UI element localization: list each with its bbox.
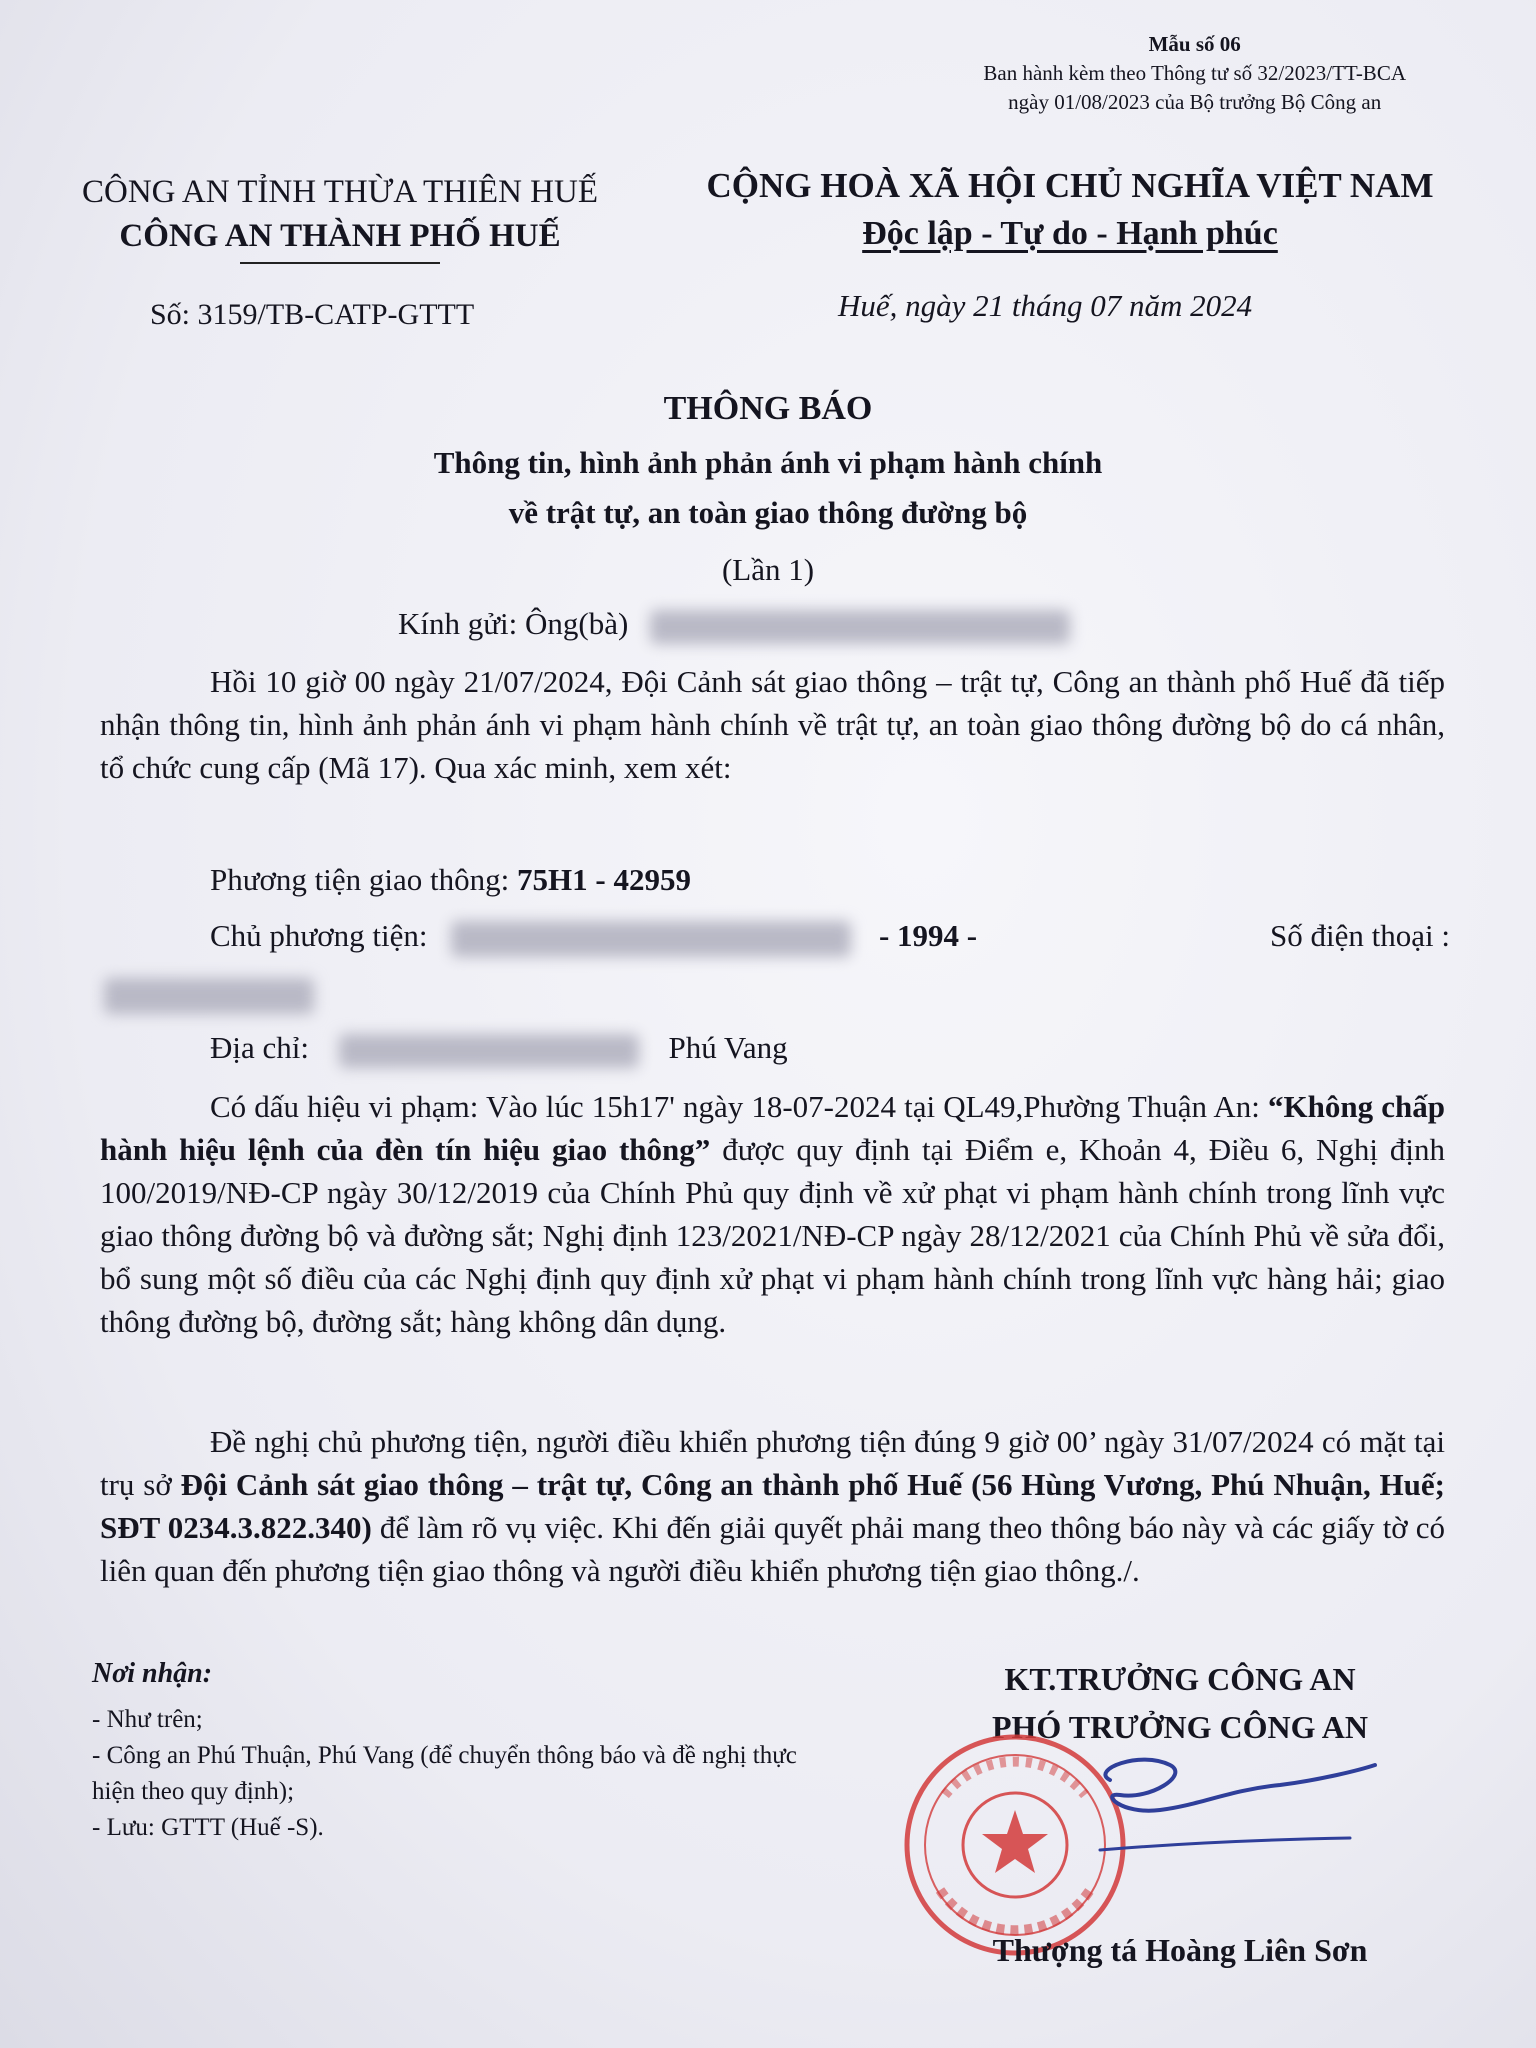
form-number: Mẫu số 06 (1148, 32, 1241, 56)
signer-name: Thượng tá Hoàng Liên Sơn (992, 1932, 1368, 1968)
phone-label: Số điện thoại : (1270, 918, 1450, 953)
violation-text (100, 1085, 1445, 1343)
owner-line (210, 918, 1450, 957)
intro-paragraph (100, 660, 1445, 789)
unit-underline (240, 262, 440, 264)
form-reference-line-1: Ban hành kèm theo Thông tư số 32/2023/TT-BCA (983, 61, 1406, 85)
notice-round: (Lần 1) (721, 552, 815, 587)
unit-name: CÔNG AN THÀNH PHỐ HUẾ (119, 218, 561, 254)
intro-text: Hồi 10 giờ 00 ngày 21/07/2024, Đội Cảnh sát giao thông – trật tự, Công an thành phố Huế đã tiếp nhận thông tin, hình ảnh phản ánh vi phạm hành chính về trật tự, an toàn giao thông đường bộ do cá nhân, tổ chức cung cấp (Mã 17). Qua xác minh, xem xét: (100, 664, 1445, 785)
request-intro: Đề nghị chủ phương tiện, người điều khiển phương tiện đúng 9 giờ 00’ ngày 31/07/2024 có mặt tại trụ sở (100, 1424, 1445, 1502)
redacted-phone-number (104, 978, 314, 1014)
agency-name: CÔNG AN TỈNH THỪA THIÊN HUẾ (81, 174, 598, 210)
violation-paragraph (100, 1085, 1445, 1343)
signer-position: PHÓ TRƯỞNG CÔNG AN (991, 1709, 1368, 1745)
document-subtitle (0, 438, 1536, 538)
recipient-label: Kính gửi: Ông(bà) (398, 606, 629, 641)
signer-on-behalf: KT.TRƯỞNG CÔNG AN (1004, 1661, 1356, 1697)
recipients-list (92, 1702, 812, 1846)
redacted-address (339, 1034, 639, 1068)
vehicle-plate: 75H1 - 42959 (517, 862, 691, 897)
form-reference-line-2: ngày 01/08/2023 của Bộ trưởng Bộ Công an (1008, 90, 1382, 114)
document-title: THÔNG BÁO (663, 390, 873, 427)
recipient-item: - Như trên; (92, 1706, 203, 1733)
issuing-agency-header (50, 170, 630, 264)
place-and-date: Huế, ngày 21 tháng 07 năm 2024 (838, 288, 1253, 323)
form-reference (983, 30, 1406, 117)
handwritten-signature-icon (1080, 1740, 1380, 1860)
national-motto: Độc lập - Tự do - Hạnh phúc (862, 215, 1278, 252)
owner-birth-year: - 1994 - (878, 918, 978, 953)
violation-intro: Có dấu hiệu vi phạm: Vào lúc 15h17' ngày 18-07-2024 tại QL49,Phường Thuận An: (210, 1089, 1269, 1124)
recipient-line (398, 606, 1070, 644)
violation-description: “Không chấp hành hiệu lệnh của đèn tín hiệu giao thông” (100, 1089, 1445, 1167)
nation-name: CỘNG HOÀ XÃ HỘI CHỦ NGHĨA VIỆT NAM (706, 166, 1434, 205)
national-header (680, 162, 1460, 258)
request-rest: để làm rõ vụ việc. Khi đến giải quyết phải mang theo thông báo này và các giấy tờ có liên quan đến phương tiện giao thông và người điều khiển phương tiện giao thông./. (100, 1510, 1445, 1588)
vehicle-label: Phương tiện giao thông: (210, 862, 510, 897)
recipient-item: - Công an Phú Thuận, Phú Vang (để chuyển thông báo và đề nghị thực hiện theo quy định); (92, 1742, 797, 1805)
address-tail: Phú Vang (668, 1030, 788, 1065)
vehicle-line (210, 862, 691, 898)
document-number: Số: 3159/TB-CATP-GTTT (150, 298, 475, 331)
redacted-recipient-name (650, 610, 1070, 644)
redacted-owner-name (451, 921, 851, 957)
violation-legal-basis: được quy định tại Điểm e, Khoản 4, Điều 6, Nghị định 100/2019/NĐ-CP ngày 30/12/2019 của Chính Phủ quy định về xử phạt vi phạm hành chính trong lĩnh vực giao thông đường bộ và đường sắt; Nghị định 123/2021/NĐ-CP ngày 28/12/2021 của Chính Phủ về sửa đổi, bổ sung một số điều của các Nghị định quy định xử phạt vi phạm hành chính trong lĩnh vực hàng hải; giao thông đường bộ, đường sắt; hàng không dân dụng. (100, 1132, 1446, 1339)
recipient-item: - Lưu: GTTT (Huế -S). (92, 1814, 324, 1841)
request-paragraph (100, 1420, 1445, 1592)
address-line (210, 1030, 788, 1068)
subtitle-line-2: về trật tự, an toàn giao thông đường bộ (508, 495, 1028, 530)
subtitle-line-1: Thông tin, hình ảnh phản ánh vi phạm hành chính (433, 445, 1103, 480)
request-text (100, 1420, 1445, 1592)
recipients-title: Nơi nhận: (92, 1658, 213, 1689)
request-place: Đội Cảnh sát giao thông – trật tự, Công an thành phố Huế (56 Hùng Vương, Phú Nhuận, Huế; SĐT 0234.3.822.340) (100, 1467, 1445, 1545)
address-label: Địa chỉ: (210, 1030, 309, 1065)
owner-label: Chủ phương tiện: (210, 918, 428, 953)
